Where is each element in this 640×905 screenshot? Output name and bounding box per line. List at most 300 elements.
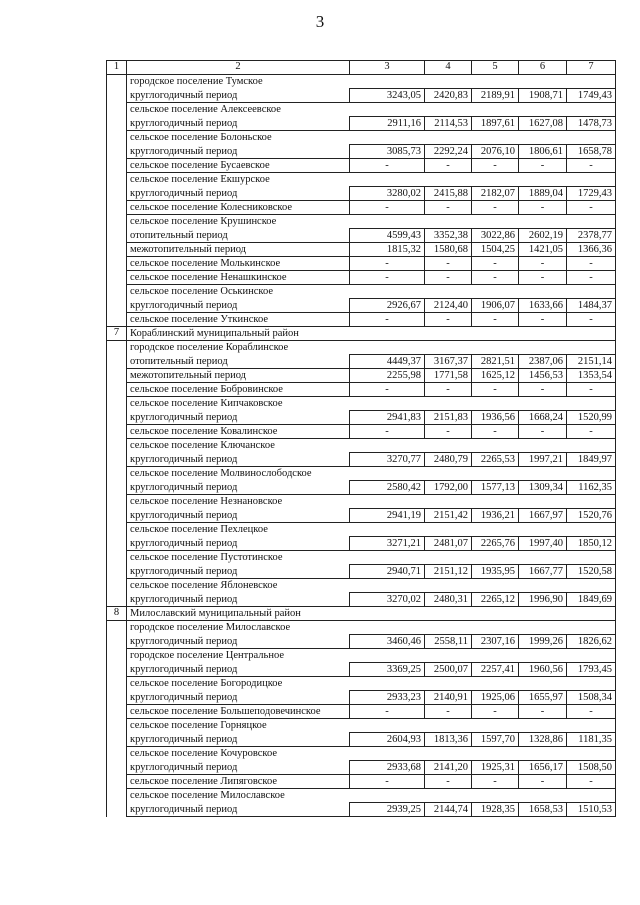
value-cell: 2481,07 [425, 537, 472, 551]
value-cell: - [350, 705, 425, 719]
value-cell: - [519, 705, 567, 719]
settlement-name: сельское поселение Екшурское [127, 173, 616, 187]
table-row [107, 411, 616, 425]
table-row [107, 187, 616, 201]
value-cell: 1897,61 [472, 117, 519, 131]
index-cell [107, 299, 127, 313]
value-cell: 1181,35 [567, 733, 616, 747]
index-cell [107, 691, 127, 705]
index-cell [107, 495, 127, 509]
table-row [107, 775, 616, 789]
settlement-row [107, 789, 616, 803]
value-cell: 4449,37 [350, 355, 425, 369]
index-cell [107, 789, 127, 803]
settlement-row [107, 341, 616, 355]
value-cell: - [425, 705, 472, 719]
value-cell: 2933,23 [350, 691, 425, 705]
table-row [107, 313, 616, 327]
period-label: круглогодичный период [127, 593, 350, 607]
index-cell [107, 761, 127, 775]
settlement-row [107, 621, 616, 635]
value-cell: - [567, 775, 616, 789]
value-cell: - [519, 159, 567, 173]
value-cell: 1793,45 [567, 663, 616, 677]
value-cell: - [350, 159, 425, 173]
value-cell: 2378,77 [567, 229, 616, 243]
settlement-row [107, 523, 616, 537]
settlement-row [107, 747, 616, 761]
period-label: сельское поселение Уткинское [127, 313, 350, 327]
settlement-row [107, 677, 616, 691]
index-cell [107, 145, 127, 159]
value-cell: - [472, 775, 519, 789]
settlement-row [107, 103, 616, 117]
index-cell [107, 89, 127, 103]
table-row [107, 229, 616, 243]
period-label: круглогодичный период [127, 453, 350, 467]
value-cell: 1162,35 [567, 481, 616, 495]
period-label: круглогодичный период [127, 565, 350, 579]
index-cell [107, 663, 127, 677]
value-cell: 1580,68 [425, 243, 472, 257]
value-cell: 1999,26 [519, 635, 567, 649]
value-cell: 3271,21 [350, 537, 425, 551]
value-cell: 2255,98 [350, 369, 425, 383]
table-row [107, 453, 616, 467]
table-row [107, 355, 616, 369]
period-label: круглогодичный период [127, 803, 350, 817]
index-cell [107, 551, 127, 565]
index-cell [107, 159, 127, 173]
settlement-row [107, 649, 616, 663]
value-cell: 1627,08 [519, 117, 567, 131]
value-cell: 2480,31 [425, 593, 472, 607]
value-cell: 2939,25 [350, 803, 425, 817]
value-cell: - [472, 313, 519, 327]
value-cell: - [472, 159, 519, 173]
value-cell: 1668,24 [519, 411, 567, 425]
value-cell: 1925,31 [472, 761, 519, 775]
value-cell: - [350, 425, 425, 439]
settlement-name: сельское поселение Незнановское [127, 495, 616, 509]
index-cell [107, 775, 127, 789]
index-cell [107, 621, 127, 635]
index-cell [107, 243, 127, 257]
value-cell: - [425, 201, 472, 215]
value-cell: - [425, 159, 472, 173]
index-cell [107, 215, 127, 229]
settlement-name: сельское поселение Милославское [127, 789, 616, 803]
value-cell: 2926,67 [350, 299, 425, 313]
value-cell: 1366,36 [567, 243, 616, 257]
period-label: сельское поселение Молькинское [127, 257, 350, 271]
value-cell: - [350, 383, 425, 397]
period-label: сельское поселение Ненашкинское [127, 271, 350, 285]
value-cell: - [472, 271, 519, 285]
index-cell [107, 229, 127, 243]
period-label: сельское поселение Липяговское [127, 775, 350, 789]
index-cell [107, 481, 127, 495]
period-label: сельское поселение Колесниковское [127, 201, 350, 215]
header-cell: 6 [519, 61, 567, 75]
table-row [107, 509, 616, 523]
index-cell [107, 411, 127, 425]
value-cell: 2189,91 [472, 89, 519, 103]
table-row [107, 663, 616, 677]
value-cell: 2144,74 [425, 803, 472, 817]
value-cell: 1749,43 [567, 89, 616, 103]
index-cell [107, 803, 127, 817]
value-cell: 3270,02 [350, 593, 425, 607]
table-row [107, 89, 616, 103]
index-cell [107, 677, 127, 691]
index-cell [107, 467, 127, 481]
value-cell: 2124,40 [425, 299, 472, 313]
period-label: круглогодичный период [127, 761, 350, 775]
district-number: 8 [107, 607, 127, 621]
header-cell: 5 [472, 61, 519, 75]
period-label: отопительный период [127, 229, 350, 243]
value-cell: 2265,76 [472, 537, 519, 551]
value-cell: 1850,12 [567, 537, 616, 551]
value-cell: 2151,83 [425, 411, 472, 425]
settlement-name: сельское поселение Ключанское [127, 439, 616, 453]
value-cell: 1520,76 [567, 509, 616, 523]
index-cell [107, 131, 127, 145]
value-cell: - [519, 257, 567, 271]
table-row [107, 145, 616, 159]
table-row [107, 705, 616, 719]
settlement-name: сельское поселение Молвинослободское [127, 467, 616, 481]
value-cell: - [567, 159, 616, 173]
district-number: 7 [107, 327, 127, 341]
value-cell: 1813,36 [425, 733, 472, 747]
settlement-name: городское поселение Кораблинское [127, 341, 616, 355]
value-cell: - [519, 383, 567, 397]
value-cell: 1849,69 [567, 593, 616, 607]
value-cell: 1658,53 [519, 803, 567, 817]
header-cell: 4 [425, 61, 472, 75]
value-cell: 1656,17 [519, 761, 567, 775]
value-cell: 2420,83 [425, 89, 472, 103]
value-cell: 3460,46 [350, 635, 425, 649]
period-label: круглогодичный период [127, 733, 350, 747]
index-cell [107, 439, 127, 453]
settlement-name: городское поселение Тумское [127, 75, 616, 89]
index-cell [107, 397, 127, 411]
table-row [107, 761, 616, 775]
table-row [107, 257, 616, 271]
table-row [107, 383, 616, 397]
value-cell: 1577,13 [472, 481, 519, 495]
value-cell: - [425, 313, 472, 327]
district-name: Милославский муниципальный район [127, 607, 616, 621]
table-row [107, 565, 616, 579]
table-row [107, 201, 616, 215]
settlement-name: городское поселение Милославское [127, 621, 616, 635]
settlement-row [107, 439, 616, 453]
district-name: Кораблинский муниципальный район [127, 327, 616, 341]
index-cell [107, 313, 127, 327]
period-label: круглогодичный период [127, 187, 350, 201]
value-cell: 2265,12 [472, 593, 519, 607]
value-cell: - [519, 201, 567, 215]
value-cell: - [472, 383, 519, 397]
value-cell: 2151,14 [567, 355, 616, 369]
settlement-name: сельское поселение Кочуровское [127, 747, 616, 761]
value-cell: 1667,97 [519, 509, 567, 523]
value-cell: 3022,86 [472, 229, 519, 243]
value-cell: 1484,37 [567, 299, 616, 313]
value-cell: 1815,32 [350, 243, 425, 257]
value-cell: 1935,95 [472, 565, 519, 579]
index-cell [107, 383, 127, 397]
table-row [107, 299, 616, 313]
value-cell: 3270,77 [350, 453, 425, 467]
index-cell [107, 285, 127, 299]
index-cell [107, 187, 127, 201]
value-cell: 2821,51 [472, 355, 519, 369]
period-label: круглогодичный период [127, 509, 350, 523]
period-label: круглогодичный период [127, 691, 350, 705]
value-cell: 3167,37 [425, 355, 472, 369]
district-row [107, 607, 616, 621]
settlement-name: сельское поселение Пехлецкое [127, 523, 616, 537]
value-cell: 1353,54 [567, 369, 616, 383]
settlement-name: сельское поселение Болоньское [127, 131, 616, 145]
table-row [107, 593, 616, 607]
value-cell: 1729,43 [567, 187, 616, 201]
settlement-row [107, 579, 616, 593]
value-cell: - [519, 313, 567, 327]
value-cell: 1456,53 [519, 369, 567, 383]
value-cell: 1520,58 [567, 565, 616, 579]
value-cell: 1936,21 [472, 509, 519, 523]
district-row [107, 327, 616, 341]
table-row [107, 733, 616, 747]
value-cell: 2604,93 [350, 733, 425, 747]
value-cell: 1997,40 [519, 537, 567, 551]
value-cell: 2387,06 [519, 355, 567, 369]
value-cell: - [567, 271, 616, 285]
value-cell: 1520,99 [567, 411, 616, 425]
settlement-name: сельское поселение Оськинское [127, 285, 616, 299]
settlement-row [107, 551, 616, 565]
page-number: 3 [315, 12, 325, 31]
period-label: межотопительный период [127, 369, 350, 383]
period-label: круглогодичный период [127, 537, 350, 551]
table-row [107, 691, 616, 705]
header-row [107, 61, 616, 75]
settlement-row [107, 719, 616, 733]
table-row [107, 803, 616, 817]
period-label: круглогодичный период [127, 481, 350, 495]
index-cell [107, 271, 127, 285]
value-cell: - [567, 383, 616, 397]
settlement-name: сельское поселение Яблоневское [127, 579, 616, 593]
value-cell: 1309,34 [519, 481, 567, 495]
value-cell: - [472, 705, 519, 719]
value-cell: 3369,25 [350, 663, 425, 677]
value-cell: 1996,90 [519, 593, 567, 607]
scan-top-border [0, 4, 640, 8]
value-cell: 1504,25 [472, 243, 519, 257]
value-cell: 1328,86 [519, 733, 567, 747]
header-cell: 7 [567, 61, 616, 75]
value-cell: 2911,16 [350, 117, 425, 131]
value-cell: - [472, 257, 519, 271]
value-cell: 1667,77 [519, 565, 567, 579]
value-cell: 2941,19 [350, 509, 425, 523]
table-row [107, 635, 616, 649]
value-cell: 2140,91 [425, 691, 472, 705]
tariff-table [106, 60, 616, 817]
value-cell: 2141,20 [425, 761, 472, 775]
settlement-row [107, 173, 616, 187]
table-row [107, 481, 616, 495]
settlement-name: сельское поселение Крушинское [127, 215, 616, 229]
value-cell: - [519, 775, 567, 789]
value-cell: 1997,21 [519, 453, 567, 467]
value-cell: 1771,58 [425, 369, 472, 383]
value-cell: - [425, 383, 472, 397]
period-label: сельское поселение Ковалинское [127, 425, 350, 439]
table-body [107, 61, 616, 817]
value-cell: 4599,43 [350, 229, 425, 243]
table-row [107, 537, 616, 551]
settlement-name: городское поселение Центральное [127, 649, 616, 663]
value-cell: 2500,07 [425, 663, 472, 677]
value-cell: 1849,97 [567, 453, 616, 467]
header-cell: 1 [107, 61, 127, 75]
value-cell: 2941,83 [350, 411, 425, 425]
period-label: сельское поселение Бусаевское [127, 159, 350, 173]
index-cell [107, 635, 127, 649]
value-cell: - [567, 425, 616, 439]
value-cell: 1655,97 [519, 691, 567, 705]
value-cell: 2265,53 [472, 453, 519, 467]
period-label: круглогодичный период [127, 635, 350, 649]
index-cell [107, 355, 127, 369]
period-label: круглогодичный период [127, 89, 350, 103]
index-cell [107, 257, 127, 271]
index-cell [107, 649, 127, 663]
index-cell [107, 537, 127, 551]
value-cell: 2558,11 [425, 635, 472, 649]
value-cell: - [472, 425, 519, 439]
table-row [107, 117, 616, 131]
value-cell: - [425, 775, 472, 789]
value-cell: 1625,12 [472, 369, 519, 383]
index-cell [107, 705, 127, 719]
value-cell: - [567, 201, 616, 215]
value-cell: - [567, 705, 616, 719]
value-cell: - [425, 271, 472, 285]
index-cell [107, 579, 127, 593]
settlement-row [107, 215, 616, 229]
value-cell: 2292,24 [425, 145, 472, 159]
settlement-name: сельское поселение Пустотинское [127, 551, 616, 565]
settlement-name: сельское поселение Богородицкое [127, 677, 616, 691]
period-label: круглогодичный период [127, 411, 350, 425]
value-cell: 1826,62 [567, 635, 616, 649]
value-cell: - [519, 271, 567, 285]
value-cell: - [567, 257, 616, 271]
value-cell: 1806,61 [519, 145, 567, 159]
period-label: круглогодичный период [127, 299, 350, 313]
index-cell [107, 173, 127, 187]
value-cell: 2940,71 [350, 565, 425, 579]
value-cell: 2114,53 [425, 117, 472, 131]
value-cell: - [350, 775, 425, 789]
value-cell: - [519, 425, 567, 439]
index-cell [107, 117, 127, 131]
period-label: сельское поселение Бобровинское [127, 383, 350, 397]
index-cell [107, 523, 127, 537]
value-cell: - [472, 201, 519, 215]
value-cell: 1792,00 [425, 481, 472, 495]
value-cell: 2076,10 [472, 145, 519, 159]
header-cell: 3 [350, 61, 425, 75]
value-cell: 2307,16 [472, 635, 519, 649]
value-cell: 3085,73 [350, 145, 425, 159]
value-cell: - [350, 257, 425, 271]
value-cell: - [425, 425, 472, 439]
period-label: круглогодичный период [127, 117, 350, 131]
index-cell [107, 453, 127, 467]
index-cell [107, 733, 127, 747]
settlement-row [107, 131, 616, 145]
value-cell: 2415,88 [425, 187, 472, 201]
value-cell: 1960,56 [519, 663, 567, 677]
index-cell [107, 593, 127, 607]
index-cell [107, 747, 127, 761]
index-cell [107, 719, 127, 733]
value-cell: 1421,05 [519, 243, 567, 257]
period-label: отопительный период [127, 355, 350, 369]
period-label: круглогодичный период [127, 145, 350, 159]
value-cell: 1925,06 [472, 691, 519, 705]
value-cell: 1928,35 [472, 803, 519, 817]
value-cell: 3280,02 [350, 187, 425, 201]
value-cell: 1508,34 [567, 691, 616, 705]
value-cell: 2602,19 [519, 229, 567, 243]
index-cell [107, 565, 127, 579]
value-cell: 1597,70 [472, 733, 519, 747]
value-cell: 2580,42 [350, 481, 425, 495]
value-cell: - [350, 313, 425, 327]
index-cell [107, 509, 127, 523]
settlement-name: сельское поселение Кипчаковское [127, 397, 616, 411]
table-row [107, 369, 616, 383]
table-row [107, 243, 616, 257]
value-cell: 3352,38 [425, 229, 472, 243]
value-cell: - [350, 201, 425, 215]
value-cell: 1478,73 [567, 117, 616, 131]
value-cell: - [350, 271, 425, 285]
period-label: сельское поселение Большеподовечинское [127, 705, 350, 719]
value-cell: 1908,71 [519, 89, 567, 103]
value-cell: - [425, 257, 472, 271]
index-cell [107, 341, 127, 355]
settlement-name: сельское поселение Алексеевское [127, 103, 616, 117]
settlement-row [107, 495, 616, 509]
settlement-row [107, 285, 616, 299]
value-cell: 1936,56 [472, 411, 519, 425]
period-label: межотопительный период [127, 243, 350, 257]
index-cell [107, 425, 127, 439]
value-cell: 1510,53 [567, 803, 616, 817]
